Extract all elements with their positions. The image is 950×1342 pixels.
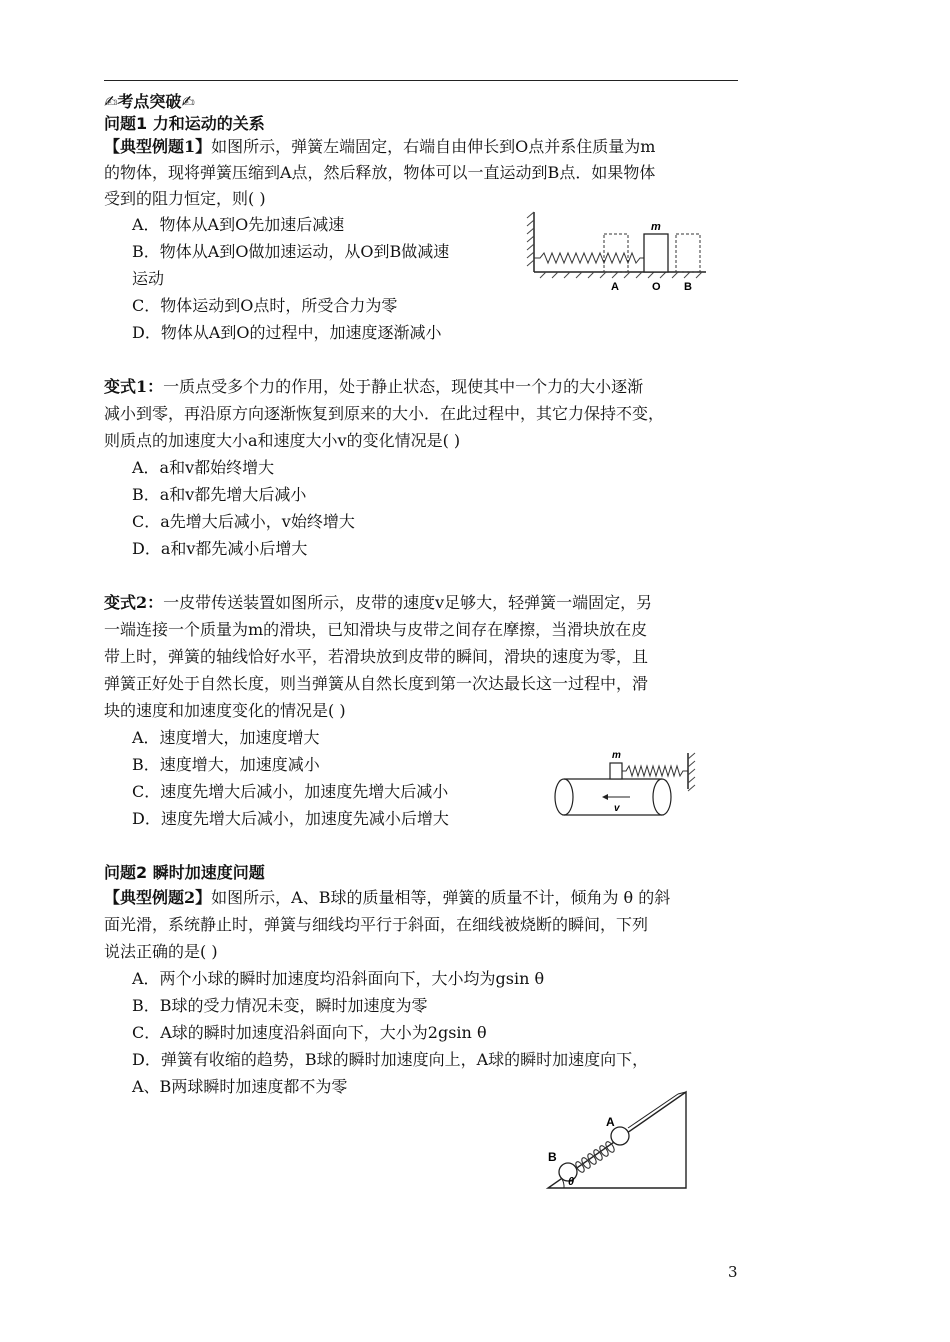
problem2-option-a: A．两个小球的瞬时加速度均沿斜面向下，大小均为gsin θ: [132, 969, 545, 988]
variant2-option-b: B．速度增大，加速度减小: [132, 755, 320, 774]
velocity-label: v: [614, 803, 620, 814]
problem1-title: 问题1 力和运动的关系: [104, 114, 265, 133]
variant1-label: 变式1：: [104, 377, 164, 396]
problem2-example-label: 【典型例题2】: [104, 888, 212, 907]
mass-block: [644, 234, 668, 272]
header-rule: [104, 80, 738, 81]
conveyor-spring: [622, 766, 688, 776]
point-a-label: A: [611, 281, 619, 293]
problem2-stem-line-3: 说法正确的是( ): [104, 942, 218, 961]
variant1-stem-line-2: 减小到零，再沿原方向逐渐恢复到原来的大小．在此过程中，其它力保持不变，: [104, 404, 665, 423]
right-wall-hatching: [688, 753, 695, 791]
slider-mass-label: m: [612, 750, 621, 761]
ball-a: [611, 1127, 629, 1145]
problem1-example-label: 【典型例题1】: [104, 137, 212, 156]
slider-block: [610, 763, 622, 779]
variant1-option-a: A．a和v都始终增大: [132, 458, 275, 477]
variant2-stem-line-4: 弹簧正好处于自然长度，则当弹簧从自然长度到第一次达最长这一过程中，滑: [104, 674, 649, 693]
variant1-option-d: D．a和v都先减小后增大: [132, 539, 308, 558]
incline-figure: [540, 1088, 700, 1194]
problem1-stem-line-1: 【典型例题1】如图所示，弹簧左端固定，右端自由伸长到O点并系住质量为m: [104, 137, 656, 156]
problem1-stem-line-3: 受到的阻力恒定，则( ): [104, 189, 266, 208]
belt-right-end: [653, 779, 671, 815]
problem1-option-d: D．物体从A到O的过程中，加速度逐渐减小: [132, 323, 442, 342]
point-o-label: O: [652, 281, 661, 293]
page-number: 3: [728, 1263, 738, 1281]
problem2-option-c: C．A球的瞬时加速度沿斜面向下，大小为2gsin θ: [132, 1023, 487, 1042]
problem1-option-c: C．物体运动到O点时，所受合力为零: [132, 296, 398, 315]
variant2-stem-line-5: 块的速度和加速度变化的情况是( ): [104, 701, 346, 720]
belt-left-end: [555, 779, 573, 815]
ball-a-label: A: [606, 1115, 615, 1129]
angle-label: θ: [568, 1176, 575, 1188]
problem2-title: 问题2 瞬时加速度问题: [104, 863, 265, 882]
variant1-option-c: C．a先增大后减小，v始终增大: [132, 512, 355, 531]
wall-hatching: [527, 212, 534, 266]
mass-label: m: [651, 221, 661, 233]
variant2-stem-line-1: 变式2：一皮带传送装置如图所示，皮带的速度v足够大，轻弹簧一端固定，另: [104, 593, 653, 612]
problem1-stem-line-2: 的物体，现将弹簧压缩到A点，然后释放，物体可以一直运动到B点．如果物体: [104, 163, 656, 182]
variant2-option-d: D．速度先增大后减小，加速度先减小后增大: [132, 809, 449, 828]
problem2-option-b: B．B球的受力情况未变，瞬时加速度为零: [132, 996, 428, 1015]
block-position-b: [676, 234, 700, 272]
velocity-arrowhead: [602, 794, 608, 800]
variant2-stem-line-3: 带上时，弹簧的轴线恰好水平，若滑块放到皮带的瞬间，滑块的速度为零，且: [104, 647, 649, 666]
variant2-option-a: A．速度增大，加速度增大: [132, 728, 320, 747]
problem1-option-b: B．物体从A到O做加速运动，从O到B做减速: [132, 242, 450, 261]
variant2-label: 变式2：: [104, 593, 164, 612]
problem2-stem-line-2: 面光滑，系统静止时，弹簧与细线均平行于斜面，在细线被烧断的瞬间，下列: [104, 915, 649, 934]
variant1-stem-line-1: 变式1：一质点受多个力的作用，处于静止状态，现使其中一个力的大小逐渐: [104, 377, 644, 396]
problem2-stem-line-1: 【典型例题2】如图所示，A、B球的质量相等，弹簧的质量不计，倾角为 θ 的斜: [104, 888, 671, 907]
variant2-stem-line-2: 一端连接一个质量为m的滑块，已知滑块与皮带之间存在摩擦，当滑块放在皮: [104, 620, 648, 639]
variant1-option-b: B．a和v都先增大后减小: [132, 485, 307, 504]
problem1-option-b-cont: 运动: [132, 269, 165, 288]
spring-block-figure: [526, 208, 716, 296]
conveyor-figure: [550, 745, 700, 817]
ball-b-label: B: [548, 1150, 557, 1164]
variant2-option-c: C．速度先增大后减小，加速度先增大后减小: [132, 782, 449, 801]
point-b-label: B: [684, 281, 692, 293]
problem2-option-d: D．弹簧有收缩的趋势，B球的瞬时加速度向上，A球的瞬时加速度向下，: [132, 1050, 649, 1069]
problem2-option-d-cont: A、B两球瞬时加速度都不为零: [132, 1077, 348, 1096]
section-header: ✍考点突破✍: [104, 92, 195, 111]
problem1-option-a: A．物体从A到O先加速后减速: [132, 215, 345, 234]
variant1-stem-line-3: 则质点的加速度大小a和速度大小v的变化情况是( ): [104, 431, 461, 450]
string-line: [628, 1094, 678, 1128]
floor-hatching: [540, 272, 702, 278]
